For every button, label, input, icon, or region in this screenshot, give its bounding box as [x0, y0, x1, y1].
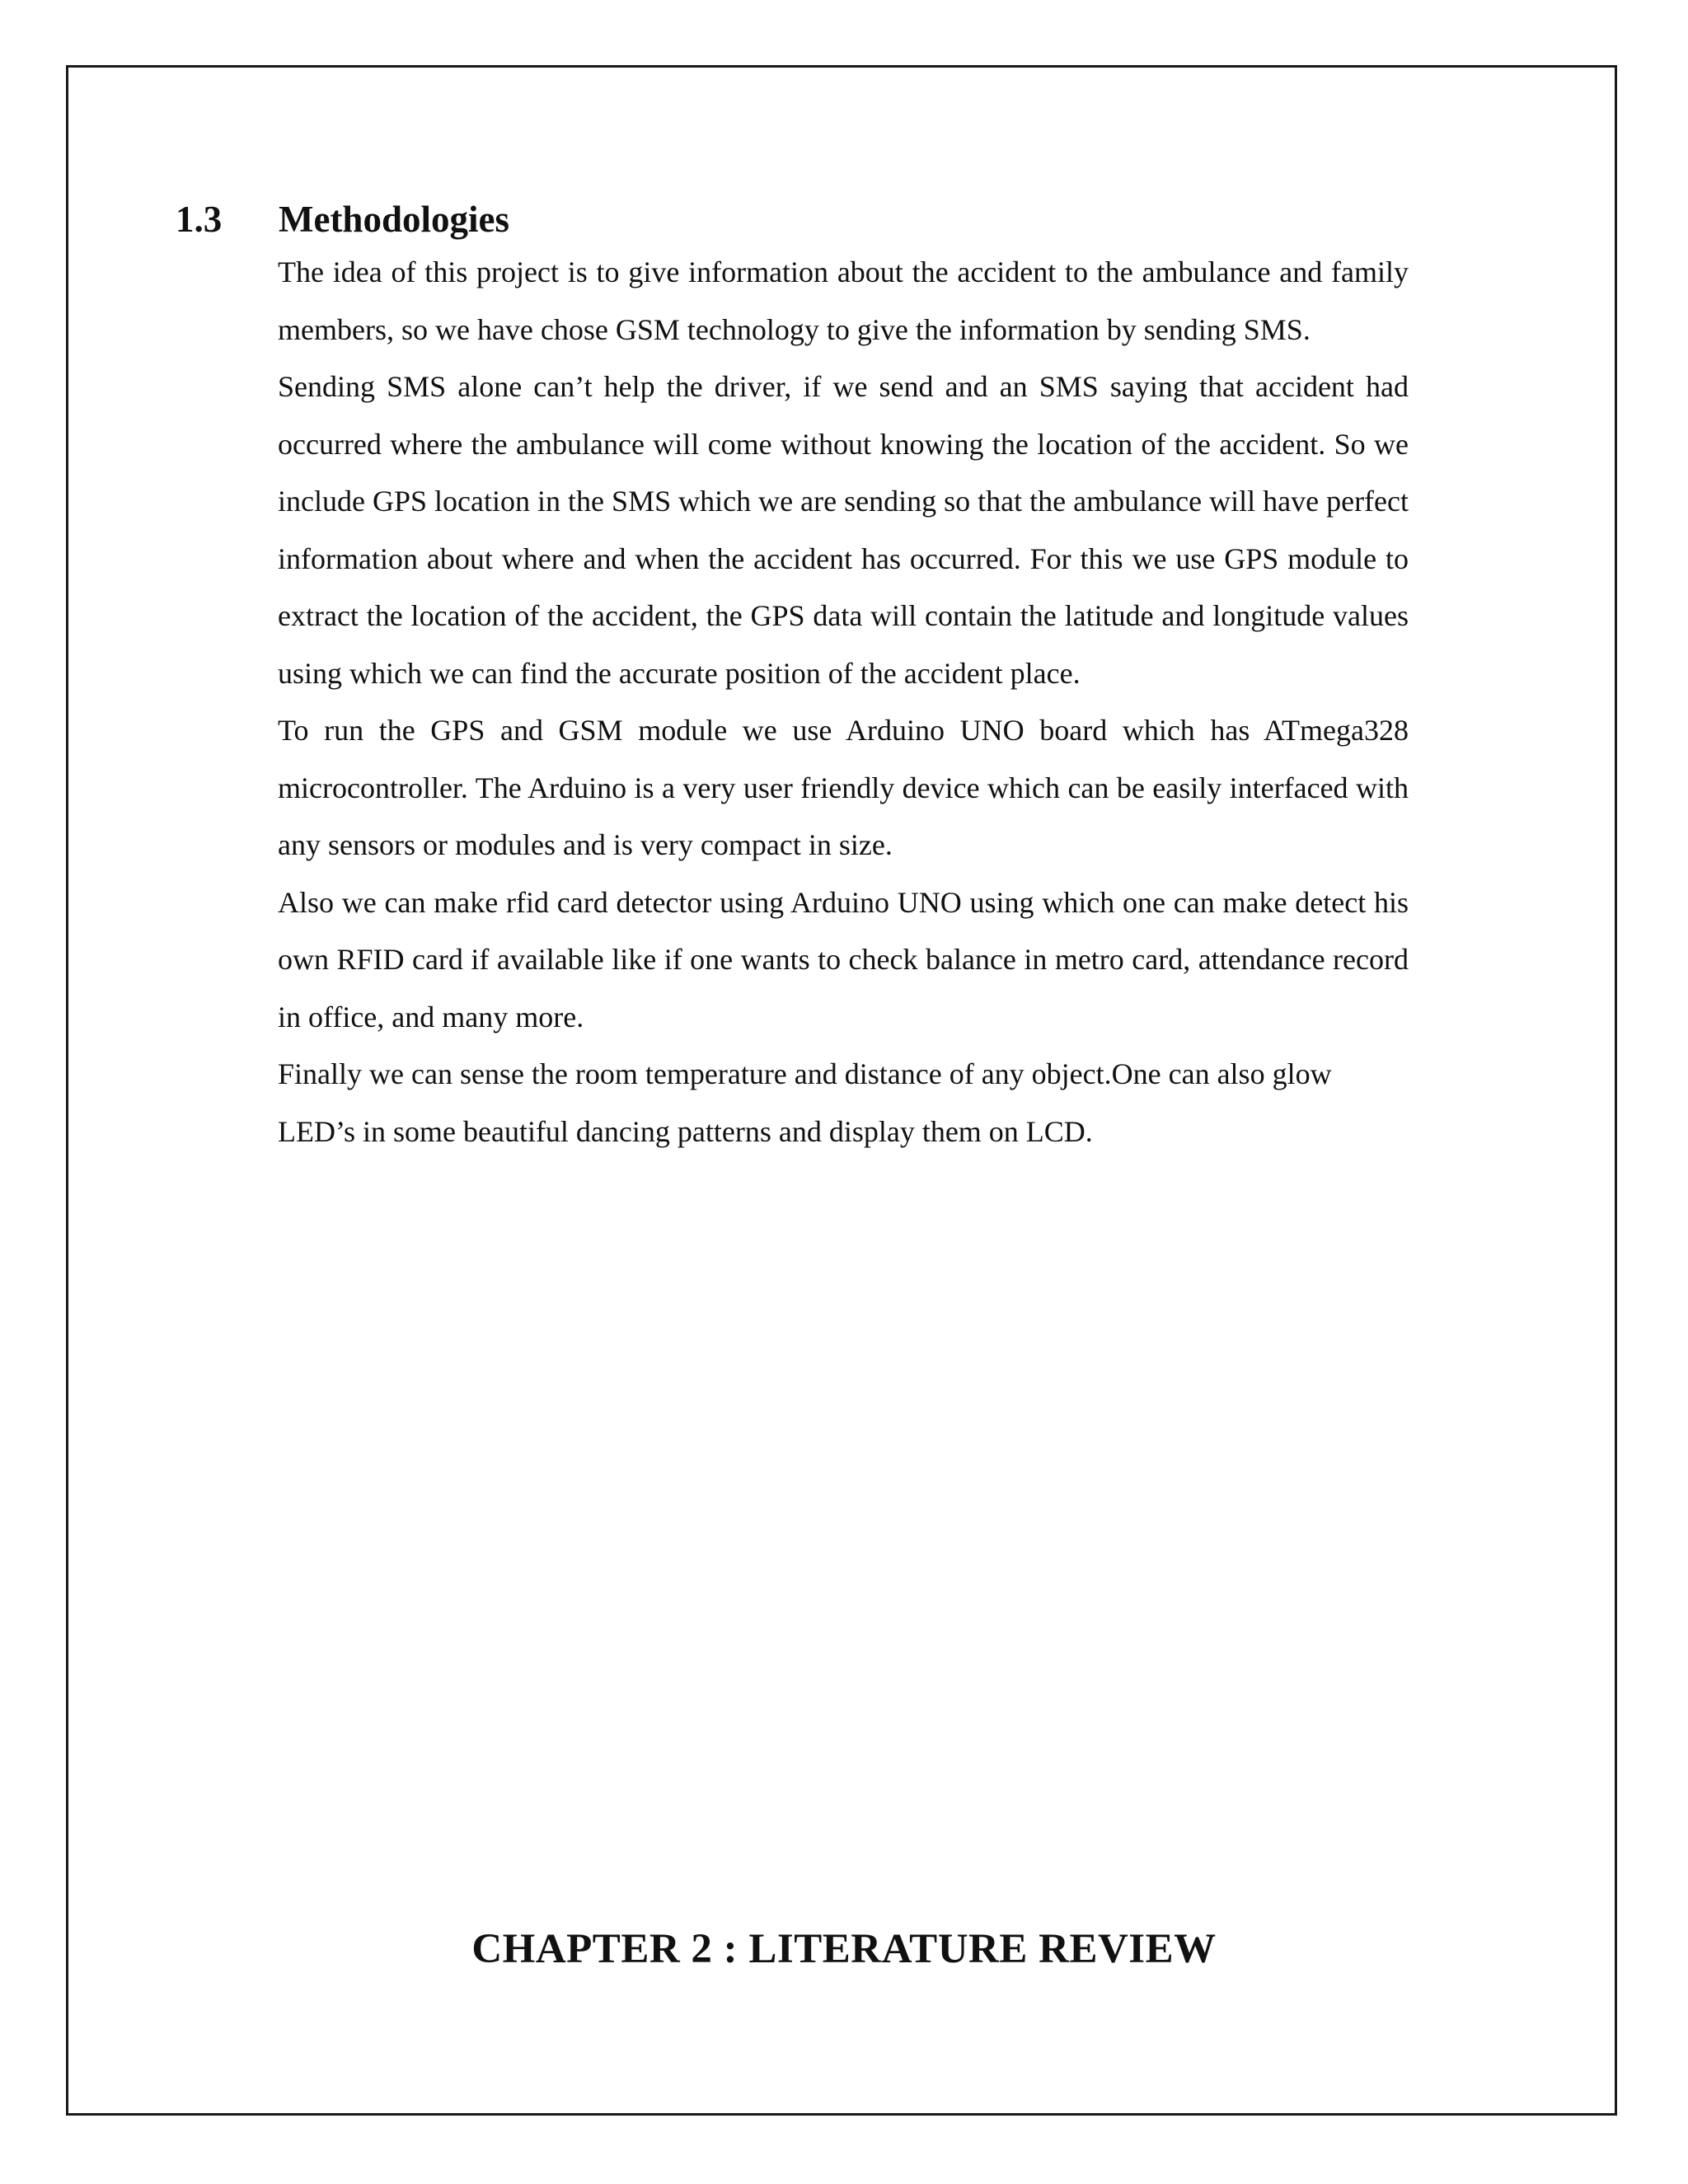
paragraph-sensors-led: Finally we can sense the room temperature and distance of any object.One can also glow LED’s in some beautiful dancing patterns and display them on LCD. — [278, 1057, 1332, 1148]
section-body — [278, 244, 1409, 1160]
paragraph-gps-location: Sending SMS alone can’t help the driver, if we send and an SMS saying that accident had occurred where the ambulance will come without knowing the location of the accident. So we include GPS location in the SMS which we are sending so that the ambulance will have perfect information about where and when the accident has occurred. For this we use GPS module to extract the location of the accident, the GPS data will contain the latitude and longitude values using which we can find the accurate position of the accident place. — [278, 370, 1409, 690]
section-heading — [176, 194, 509, 244]
paragraph-gsm-idea: The idea of this project is to give information about the accident to the ambulance and family members, so we have chose GSM technology to give the information by sending SMS. — [278, 255, 1409, 346]
section-number: 1.3 — [176, 199, 223, 240]
paragraph-arduino-board: To run the GPS and GSM module we use Arduino UNO board which has ATmega328 microcontroller. The Arduino is a very user friendly device which can be easily interfaced with any sensors or modules and is very compact in size. — [278, 714, 1409, 861]
paragraph-rfid-detector: Also we can make rfid card detector using Arduino UNO using which one can make detect his own RFID card if available like if one wants to check balance in metro card, attendance record in office, and many more. — [278, 885, 1409, 1033]
chapter-title: CHAPTER 2 : LITERATURE REVIEW — [471, 1926, 1217, 1972]
section-title: Methodologies — [279, 199, 509, 240]
